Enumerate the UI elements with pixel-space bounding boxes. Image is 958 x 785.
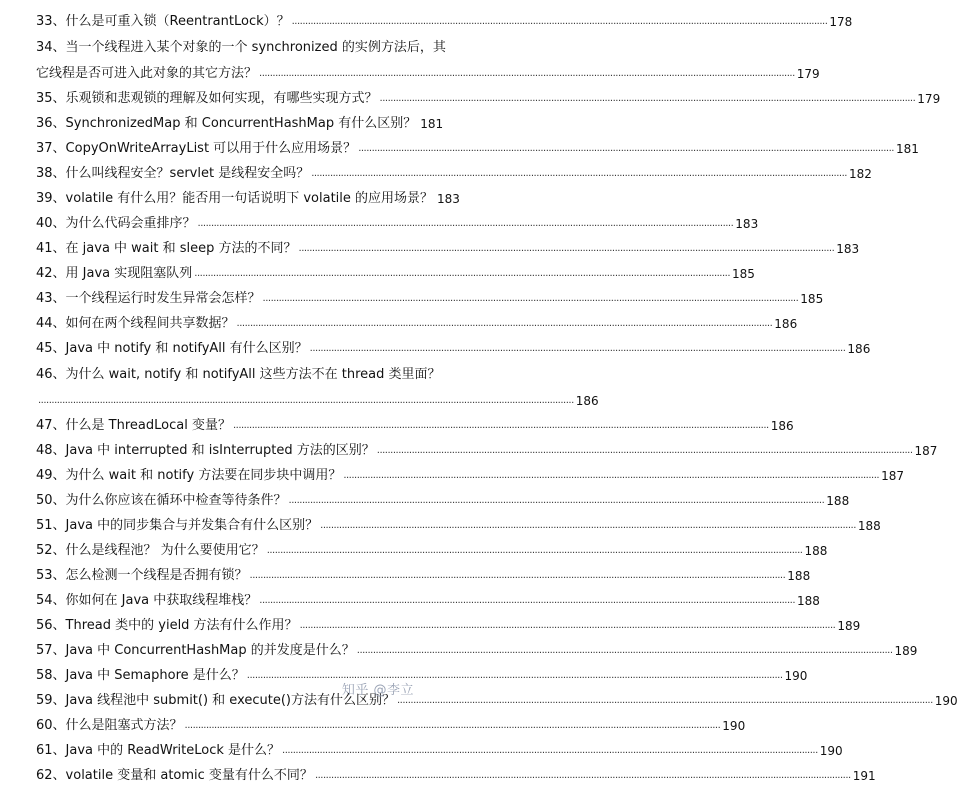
table-of-contents [0,6,958,785]
toc-entry[interactable] [0,410,794,435]
toc-entry-title: 52、什么是线程池？ 为什么要使用它？ [36,543,265,558]
page-number: 190 [934,694,958,708]
toc-entry-title: 它线程是否可进入此对象的其它方法？ [36,66,258,81]
dot-leader: ........................................................................................................................................................................................................ [194,268,731,279]
toc-entry-title: 40、为什么代码会重排序？ [36,216,196,231]
page-number: 190 [784,669,808,683]
toc-entry-title: 62、volatile 变量和 atomic 变量有什么不同？ [36,768,313,783]
toc-entry-title: 54、你如何在 Java 中获取线程堆栈？ [36,593,258,608]
toc-entry[interactable] [0,183,460,208]
page-number: 185 [800,292,824,306]
page-number: 188 [797,594,820,608]
toc-entry[interactable] [0,760,876,785]
toc-entry[interactable] [0,258,755,283]
toc-entry[interactable] [0,585,820,610]
dot-leader: ........................................................................................................................................................................................................ [184,720,721,731]
dot-leader: ........................................................................................................................................................................................................ [311,168,847,179]
toc-entry-title: 48、Java 中 interrupted 和 isInterrupted 方法的区别？ [36,443,375,458]
toc-entry[interactable] [0,333,871,358]
toc-entry[interactable] [0,31,820,83]
page-number: 181 [895,142,919,156]
dot-leader: ........................................................................................................................................................................................................ [259,595,796,606]
toc-entry[interactable] [0,83,941,108]
page-number: 186 [847,342,871,356]
page-number: 179 [796,67,820,81]
page-number: 189 [894,644,918,658]
dot-leader: ........................................................................................................................................................................................................ [246,670,783,681]
dot-leader: ........................................................................................................................................................................................................ [262,293,799,304]
toc-entry[interactable] [0,6,853,31]
toc-entry-title: 37、CopyOnWriteArrayList 可以用于什么应用场景？ [36,141,357,156]
toc-entry-title: 36、SynchronizedMap 和 ConcurrentHashMap 有什么区别？ [36,116,417,131]
toc-entry-title: 44、如何在两个线程间共享数据？ [36,316,235,331]
page-number: 190 [722,719,746,733]
toc-entry-title: 38、什么叫线程安全？servlet 是线程安全吗？ [36,166,310,181]
page-number: 189 [837,619,861,633]
dot-leader: ........................................................................................................................................................................................................ [397,695,933,706]
toc-entry-title: 51、Java 中的同步集合与并发集合有什么区别？ [36,518,319,533]
toc-entry-title: 43、一个线程运行时发生异常会怎样？ [36,291,261,306]
toc-entry[interactable] [0,435,938,460]
toc-entry-title: 60、什么是阻塞式方法？ [36,718,183,733]
toc-entry[interactable] [0,308,798,333]
dot-leader: ........................................................................................................................................................................................................ [249,570,786,581]
page-number: 190 [819,744,843,758]
dot-leader: ........................................................................................................................................................................................................ [291,16,828,27]
toc-entry-title: 46、为什么 wait, notify 和 notifyAll 这些方法不在 thread 类里面？ [36,367,441,382]
dot-leader: ........................................................................................................................................................................................................ [288,495,825,506]
toc-entry-title: 34、当一个线程进入某个对象的一个 synchronized 的实例方法后，其 [36,40,446,55]
toc-entry-title: 39、volatile 有什么用？能否用一句话说明下 volatile 的应用场景？ [36,191,434,206]
dot-leader: ........................................................................................................................................................................................................ [314,770,851,781]
dot-leader: ........................................................................................................................................................................................................ [343,470,880,481]
page-number: 182 [848,167,872,181]
toc-entry-title: 41、在 java 中 wait 和 sleep 方法的不同？ [36,241,297,256]
toc-entry[interactable] [0,610,861,635]
dot-leader: ........................................................................................................................................................................................................ [320,520,856,531]
dot-leader: ........................................................................................................................................................................................................ [309,343,846,354]
toc-entry-title: 35、乐观锁和悲观锁的理解及如何实现，有哪些实现方式？ [36,91,378,106]
page-number: 179 [917,92,941,106]
dot-leader: ........................................................................................................................................................................................................ [38,395,574,406]
toc-entry-title: 59、Java 线程池中 submit() 和 execute()方法有什么区别？ [36,693,395,708]
dot-leader: ........................................................................................................................................................................................................ [236,318,773,329]
toc-entry[interactable] [0,358,599,410]
page-number: 183 [437,192,460,206]
toc-entry-title: 42、用 Java 实现阻塞队列 [36,266,193,281]
toc-entry-title: 50、为什么你应该在循环中检查等待条件？ [36,493,287,508]
page-number: 183 [836,242,860,256]
toc-entry[interactable] [0,510,881,535]
watermark: 知乎 @李立 [341,683,414,698]
toc-entry-title: 57、Java 中 ConcurrentHashMap 的并发度是什么？ [36,643,355,658]
dot-leader: ........................................................................................................................................................................................................ [376,445,913,456]
toc-entry[interactable] [0,158,872,183]
page-number: 188 [826,494,850,508]
toc-entry[interactable] [0,635,918,660]
page-number: 186 [774,317,798,331]
dot-leader: ........................................................................................................................................................................................................ [379,93,916,104]
toc-entry[interactable] [0,735,843,760]
toc-entry-title: 56、Thread 类中的 yield 方法有什么作用？ [36,618,298,633]
toc-entry-title: 53、怎么检测一个线程是否拥有锁？ [36,568,248,583]
page-number: 188 [804,544,828,558]
page-number: 188 [787,569,811,583]
page-number: 186 [770,419,794,433]
toc-entry-title: 58、Java 中 Semaphore 是什么？ [36,668,245,683]
dot-leader: ........................................................................................................................................................................................................ [282,745,818,756]
dot-leader: ........................................................................................................................................................................................................ [358,143,894,154]
dot-leader: ........................................................................................................................................................................................................ [232,420,769,431]
page-number: 183 [735,217,759,231]
toc-entry[interactable] [0,535,828,560]
toc-entry[interactable] [0,710,746,735]
page-number: 187 [881,469,904,483]
toc-entry-title: 45、Java 中 notify 和 notifyAll 有什么区别？ [36,341,308,356]
dot-leader: ........................................................................................................................................................................................................ [266,545,803,556]
dot-leader: ........................................................................................................................................................................................................ [299,620,836,631]
dot-leader: ........................................................................................................................................................................................................ [197,218,734,229]
toc-entry-title: 47、什么是 ThreadLocal 变量？ [36,418,231,433]
page-number: 185 [732,267,755,281]
dot-leader: ........................................................................................................................................................................................................ [356,645,893,656]
dot-leader: ........................................................................................................................................................................................................ [298,243,835,254]
toc-entry[interactable] [0,108,444,133]
page-number: 178 [829,15,853,29]
toc-entry[interactable] [0,233,860,258]
toc-entry[interactable] [0,283,824,308]
dot-leader: ........................................................................................................................................................................................................ [259,68,795,79]
page-number: 188 [857,519,881,533]
toc-entry-title: 61、Java 中的 ReadWriteLock 是什么？ [36,743,281,758]
page-number: 191 [852,769,876,783]
toc-entry[interactable] [0,560,811,585]
page-number: 187 [914,444,938,458]
page-number: 181 [420,117,444,131]
toc-entry[interactable] [0,460,904,485]
toc-entry-title: 33、什么是可重入锁（ReentrantLock）？ [36,14,290,29]
toc-entry[interactable] [0,133,919,158]
toc-entry-title: 49、为什么 wait 和 notify 方法要在同步块中调用？ [36,468,342,483]
page-number: 186 [575,394,599,408]
toc-entry[interactable] [0,208,759,233]
toc-entry[interactable] [0,485,850,510]
